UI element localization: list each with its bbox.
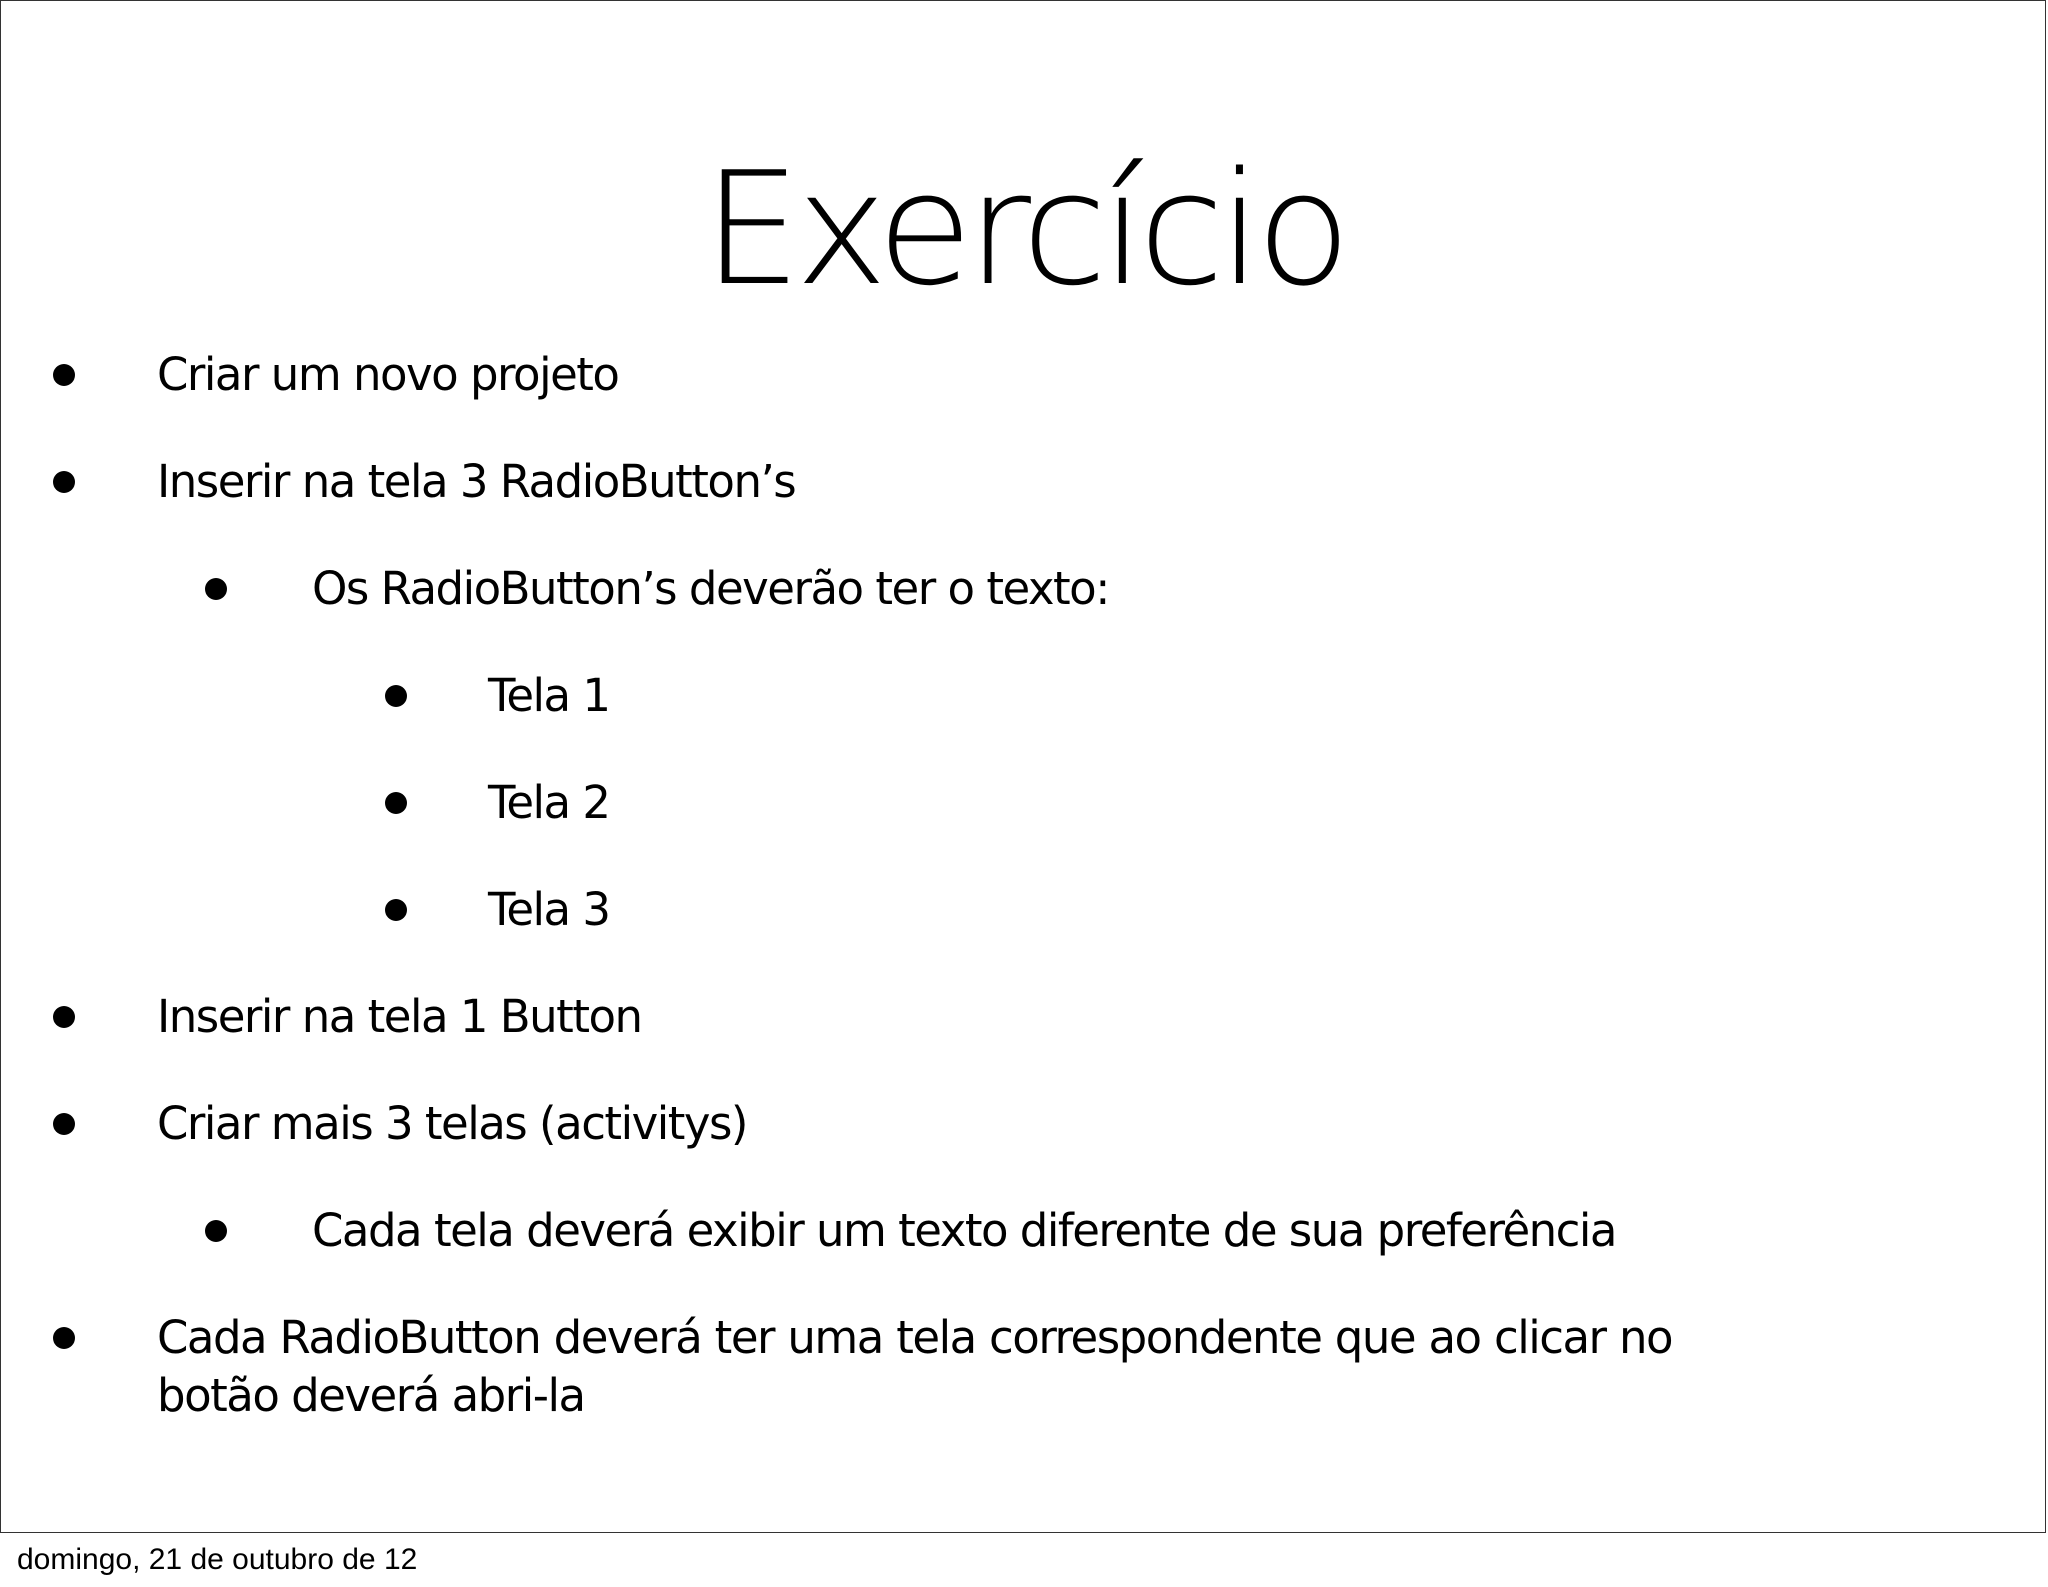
list-item: Inserir na tela 3 RadioButton’s (157, 455, 796, 508)
list-item: Inserir na tela 1 Button (157, 990, 642, 1043)
bullet-icon (385, 792, 407, 814)
list-item: Cada tela deverá exibir um texto diferente de sua preferência (312, 1204, 1616, 1257)
bullet-icon (205, 1220, 227, 1242)
list-item: Tela 2 (488, 776, 610, 829)
bullet-icon (53, 1113, 75, 1135)
bullet-icon (53, 364, 75, 386)
bullet-icon (53, 1006, 75, 1028)
list-item: Tela 1 (488, 669, 610, 722)
list-item: Tela 3 (488, 883, 610, 936)
bullet-icon (385, 899, 407, 921)
slide-title: Exercício (702, 138, 1346, 320)
list-item: Criar mais 3 telas (activitys) (157, 1097, 747, 1150)
bullet-icon (53, 471, 75, 493)
bullet-icon (385, 685, 407, 707)
bullet-icon (53, 1327, 75, 1349)
bullet-icon (205, 578, 227, 600)
footer-date: domingo, 21 de outubro de 12 (17, 1543, 418, 1576)
list-item: Criar um novo projeto (157, 348, 619, 401)
list-item: Os RadioButton’s deverão ter o texto: (312, 562, 1109, 615)
list-item: Cada RadioButton deverá ter uma tela correspondente que ao clicar no botão deverá abri-la (157, 1311, 1672, 1422)
